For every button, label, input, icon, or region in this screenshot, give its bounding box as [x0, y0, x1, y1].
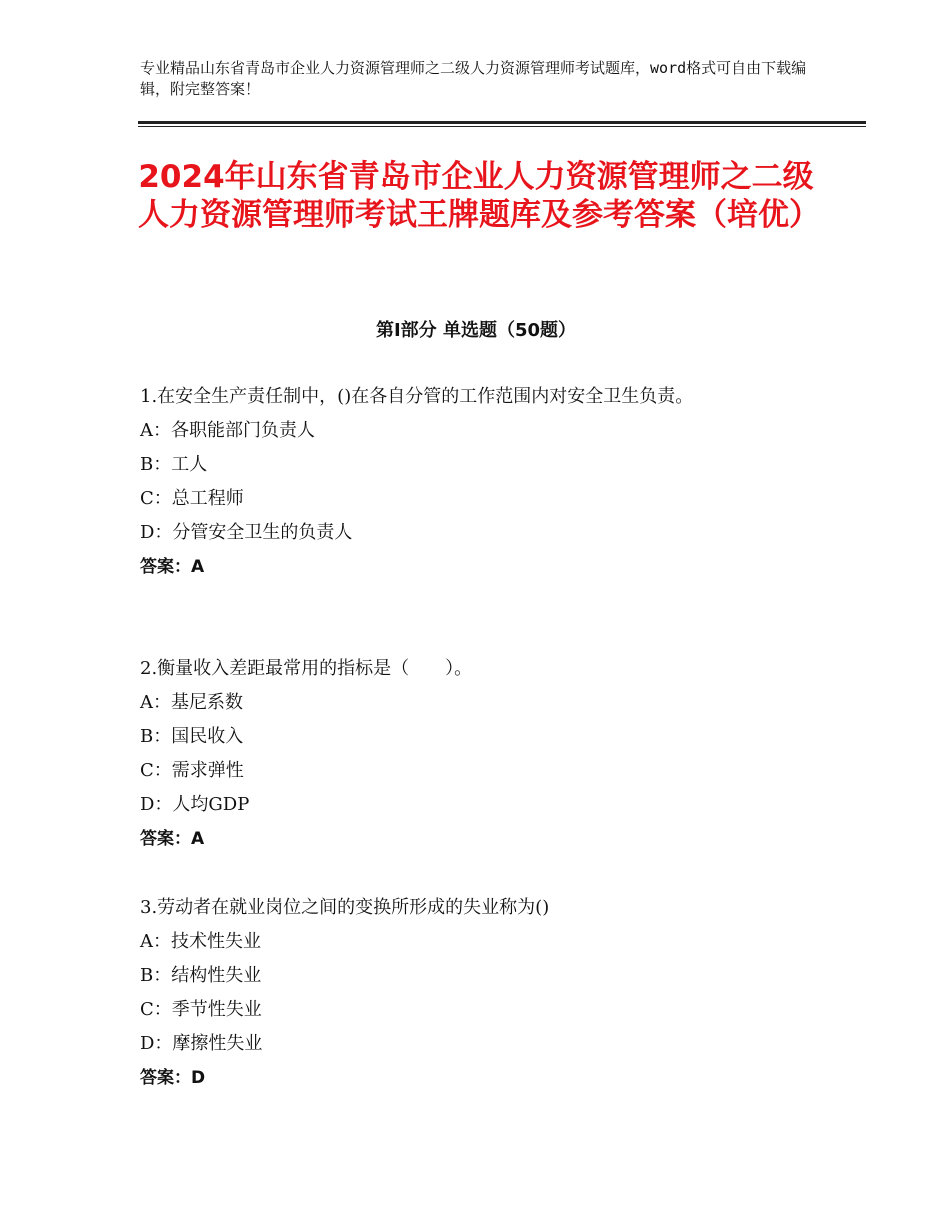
option-a: A：各职能部门负责人 — [140, 420, 315, 441]
option-d: D：分管安全卫生的负责人 — [140, 522, 353, 543]
option-b: B：工人 — [140, 454, 208, 475]
header-divider-thin — [138, 126, 866, 127]
question-3 — [140, 891, 790, 1095]
answer: 答案：A — [140, 557, 205, 577]
document-title: 2024年山东省青岛市企业人力资源管理师之二级人力资源管理师考试王牌题库及参考答案（培优） — [138, 159, 820, 233]
option-d: D：人均GDP — [140, 794, 250, 815]
question-1 — [140, 380, 790, 584]
option-c: C：需求弹性 — [140, 760, 244, 781]
question-stem: 1.在安全生产责任制中，()在各自分管的工作范围内对安全卫生负责。 — [140, 386, 694, 407]
question-stem: 2.衡量收入差距最常用的指标是（ ）。 — [140, 658, 473, 679]
option-d: D：摩擦性失业 — [140, 1033, 263, 1054]
question-stem: 3.劳动者在就业岗位之间的变换所形成的失业称为() — [140, 897, 550, 918]
header-note: 专业精品山东省青岛市企业人力资源管理师之二级人力资源管理师考试题库，word格式可自由下载编辑，附完整答案！ — [140, 59, 807, 98]
option-c: C：季节性失业 — [140, 999, 262, 1020]
answer: 答案：A — [140, 829, 205, 849]
option-c: C：总工程师 — [140, 488, 244, 509]
option-a: A：技术性失业 — [140, 931, 261, 952]
section-heading: 第Ⅰ部分 单选题（50题） — [375, 320, 576, 341]
answer: 答案：D — [140, 1068, 206, 1088]
header-divider — [138, 121, 866, 124]
question-2 — [140, 652, 790, 856]
option-a: A：基尼系数 — [140, 692, 243, 713]
option-b: B：国民收入 — [140, 726, 244, 747]
option-b: B：结构性失业 — [140, 965, 262, 986]
